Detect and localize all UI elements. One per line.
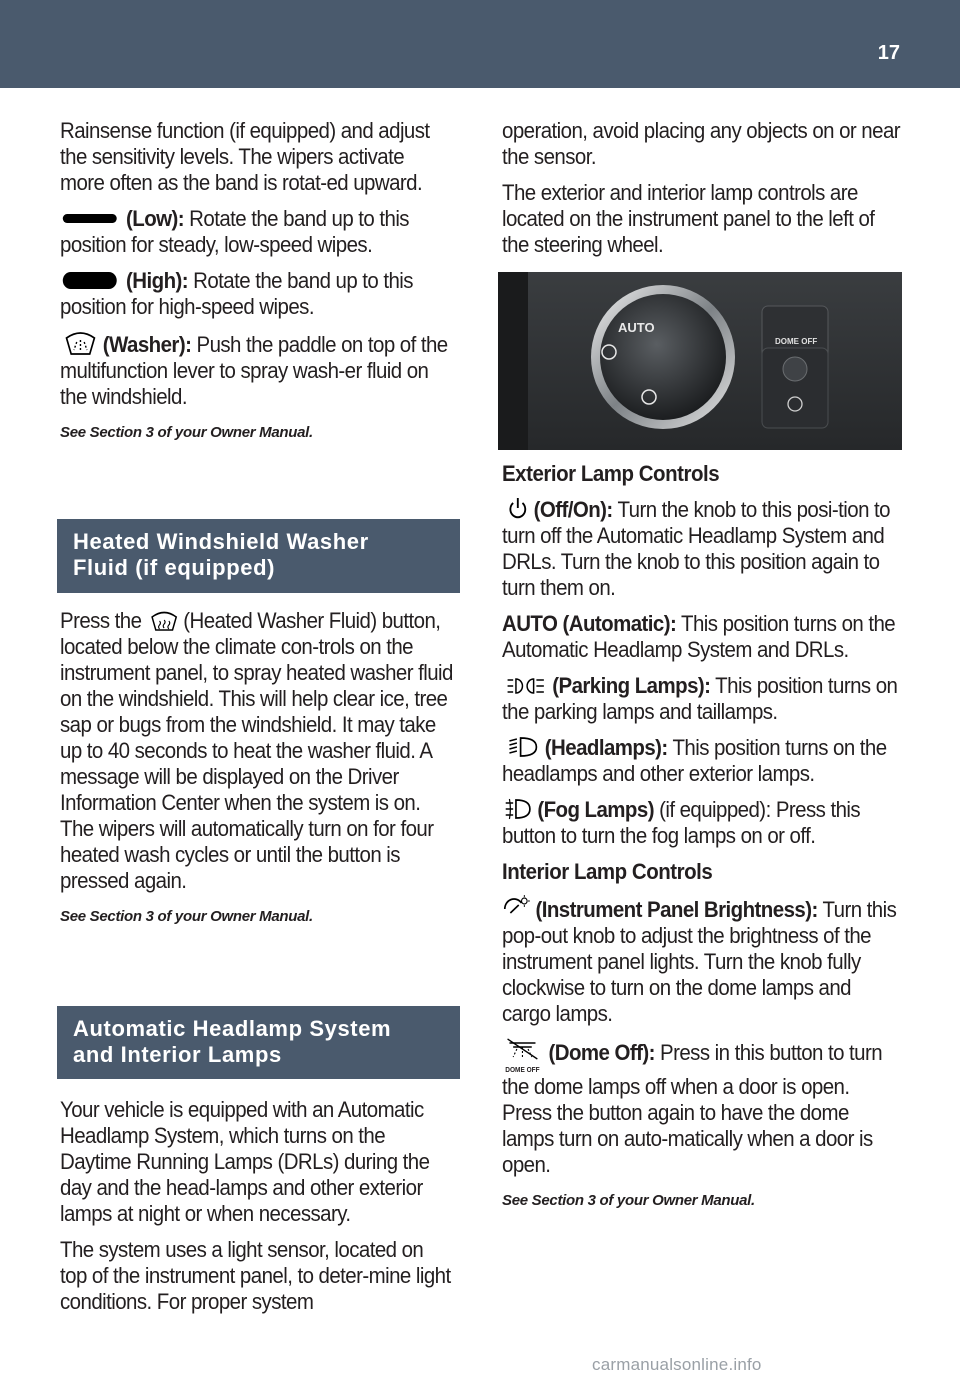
right-column xyxy=(502,118,902,268)
headlamp-section xyxy=(60,1097,455,1325)
heated-washer-section xyxy=(60,608,455,925)
power-icon xyxy=(508,497,528,521)
section-title-line1: Automatic Headlamp System xyxy=(73,1016,392,1041)
photo-auto-label: AUTO xyxy=(618,320,655,335)
headlamp-paragraph-1: Your vehicle is equipped with an Automatic Headlamp System, which turns on the Daytime Running Lamps (DRLs) during the day and the head-lamps and other exterior lamps at night or when necessary. xyxy=(60,1097,430,1226)
lamp-controls-photo xyxy=(498,272,902,450)
page-number: 17 xyxy=(877,42,900,64)
controls-location-paragraph: The exterior and interior lamp controls are located on the instrument panel to the left of the steering wheel. xyxy=(502,180,875,257)
headlamps-paragraph: (Headlamps): This position turns on the headlamps and other exterior lamps. xyxy=(502,735,887,786)
section-title-line2: and Interior Lamps xyxy=(73,1042,282,1067)
dome-lamp-icon xyxy=(504,1037,541,1061)
dome-off-icon xyxy=(502,1037,543,1074)
rainsense-paragraph: Rainsense function (if equipped) and adjust the sensitivity levels. The wipers activate more often as the band is rotat-ed upward. xyxy=(60,118,430,195)
watermark: carmanualsonline.info xyxy=(592,1355,762,1374)
instrument-brightness-paragraph: (Instrument Panel Brightness): Turn this pop-out knob to adjust the brightness of the instrument panel lights. Turn the knob fully clockwise to turn on the dome lamps and cargo lamps. xyxy=(502,897,897,1026)
right-column-lower xyxy=(502,461,902,1209)
fog-lamps-icon xyxy=(504,797,532,821)
dome-off-paragraph: DOME OFF (Dome Off): Press in this button to turn the dome lamps off when a door is open. Press the button again to have the dome lamps turn on auto-matically when a door is open. xyxy=(502,1037,900,1178)
see-section-note: See Section 3 of your Owner Manual. xyxy=(60,908,313,925)
header-bar xyxy=(0,0,960,88)
section-header-heated-washer xyxy=(57,519,460,593)
photo-dome-off-label: DOME OFF xyxy=(775,337,818,346)
interior-lamp-heading: Interior Lamp Controls xyxy=(502,859,713,884)
heated-washer-paragraph: Press the (Heated Washer Fluid) button, located below the climate con-trols on the instrument panel, to spray heated washer fluid on the windshield. This will help clear ice, tree sap or bugs from the windshield. It may take up to 40 seconds to heat the washer fluid. A message will be displayed on the Driver Information Center when the system is on. The wipers will automatically turn on for four heated wash cycles or until the button is pressed again. xyxy=(60,608,453,893)
auto-paragraph: AUTO (Automatic): This position turns on the Automatic Headlamp System and DRLs. xyxy=(502,611,896,662)
headlamps-icon xyxy=(508,735,540,759)
section-title-line1: Heated Windshield Washer xyxy=(73,529,369,554)
see-section-note: See Section 3 of your Owner Manual. xyxy=(502,1192,755,1209)
headlamp-paragraph-2: The system uses a light sensor, located on top of the instrument panel, to deter-mine light conditions. For proper system xyxy=(60,1237,451,1314)
washer-paragraph: (Washer): Push the paddle on top of the multifunction lever to spray wash-er fluid on the windshield. xyxy=(60,332,448,409)
parking-paragraph: (Parking Lamps): This position turns on the parking lamps and taillamps. xyxy=(502,673,898,724)
high-wipe-icon xyxy=(63,272,117,289)
sensor-paragraph: operation, avoid placing any objects on or near the sensor. xyxy=(502,118,901,169)
instrument-brightness-icon xyxy=(502,895,530,921)
exterior-lamp-heading: Exterior Lamp Controls xyxy=(502,461,720,486)
left-column xyxy=(60,118,455,441)
dome-off-icon-label: DOME OFF xyxy=(505,1067,540,1074)
off-on-paragraph: (Off/On): Turn the knob to this posi-tion to turn off the Automatic Headlamp System and DRLs. Turn the knob to this position again to turn them on. xyxy=(502,497,890,600)
see-section-note: See Section 3 of your Owner Manual. xyxy=(60,424,313,441)
heated-washer-icon xyxy=(150,610,178,632)
washer-icon xyxy=(64,330,97,356)
section-title-line2: Fluid (if equipped) xyxy=(73,555,276,580)
lamp-controls-illustration xyxy=(498,272,902,450)
high-paragraph: (High): Rotate the band up to this position for high-speed wipes. xyxy=(60,268,413,319)
parking-lamps-icon xyxy=(506,675,547,697)
section-header-headlamp-system xyxy=(57,1006,460,1079)
low-wipe-icon xyxy=(63,214,117,223)
low-paragraph: (Low): Rotate the band up to this position for steady, low-speed wipes. xyxy=(60,206,409,257)
fog-paragraph: (Fog Lamps) (if equipped): Press this button to turn the fog lamps on or off. xyxy=(502,797,861,848)
